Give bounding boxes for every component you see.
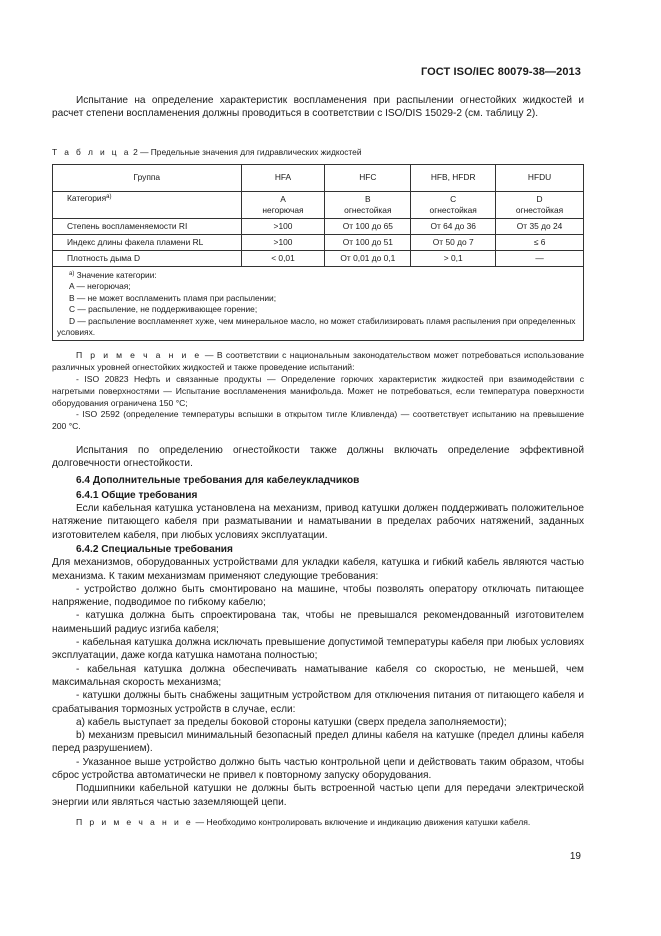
table-row-category <box>53 191 584 218</box>
table-caption-label: Т а б л и ц а <box>52 146 131 157</box>
footnote-ref: a) <box>106 193 112 200</box>
table-cell <box>325 191 411 218</box>
row-label: Плотность дыма D <box>53 250 242 266</box>
note-label: П р и м е ч а н и е <box>76 350 202 361</box>
col-header-hfb-hfdr: HFB, HFDR <box>411 164 496 191</box>
note-2-text <box>52 817 584 829</box>
footnote-item: A — негорючая; <box>69 281 131 292</box>
cell-bottom: огнестойкая <box>429 204 477 215</box>
cell-top: C <box>450 193 457 204</box>
col-header-hfdu: HFDU <box>496 164 584 191</box>
section-6-4-1-heading: 6.4.1 Общие требования <box>76 489 198 501</box>
footnote-item: D — распыление воспламеняет хуже, чем минеральное масло, но может стабилизировать пламя распыления при определенных условиях. <box>57 315 576 337</box>
intro-paragraph: Испытание на определение характеристик воспламенения при распылении огнестойких жидкостей и расчет степени воспламенения должны проводиться в соответствии с ISO/DIS 15029-2 (см. таблицу 2). <box>52 95 584 120</box>
table-row-smoke-density <box>53 250 584 266</box>
table-row-flame-length <box>53 234 584 250</box>
table-cell: ≤ 6 <box>496 234 584 250</box>
col-header-hfa: HFA <box>241 164 325 191</box>
table-caption <box>52 146 584 159</box>
table-cell: От 50 до 7 <box>411 234 496 250</box>
cell-bottom: огнестойкая <box>515 204 564 215</box>
section-6-4-2-paragraph: - устройство должно быть смонтировано на машине, чтобы позволять оператору отключать питающее напряжение, подводимое по гибкому кабелю; <box>52 583 584 609</box>
table-cell: От 35 до 24 <box>496 218 584 234</box>
col-header-group: Группа <box>53 164 242 191</box>
note-block-2 <box>52 817 584 829</box>
table-cell: > 0,1 <box>411 250 496 266</box>
footnote-title-text: Значение категории: <box>74 269 157 280</box>
footnote-title <box>57 270 579 281</box>
section-6-4-2-body <box>52 556 584 809</box>
col-header-hfc: HFC <box>325 164 411 191</box>
note-text: — В соответствии с национальным законодательством может потребоваться использование различных уровней огнестойких жидкостей и также проведение испытаний: <box>52 350 584 373</box>
note-block-1 <box>52 350 584 433</box>
note-label: П р и м е ч а н и е <box>76 816 194 827</box>
note-text: — Необходимо контролировать включение и индикацию движения катушки кабеля. <box>193 816 531 827</box>
note-1-item: - ISO 2592 (определение температуры вспышки в открытом тигле Кливленда) — соответствует испытанию на превышение 200 °С. <box>52 409 584 432</box>
section-6-4-2-heading: 6.4.2 Специальные требования <box>76 543 233 555</box>
page-content <box>52 94 584 829</box>
row-label: Индекс длины факела пламени RL <box>53 234 242 250</box>
section-6-4-1-text: Если кабельная катушка установлена на механизм, привод катушки должен поддерживать положительное натяжение питающего кабеля при разматывании и наматывании в пределах рабочих натяжений, заданных изготовителем кабеля, при любых условиях эксплуатации. <box>52 503 584 541</box>
note-1-item: - ISO 20823 Нефть и связанные продукты — Определение горючих характеристик жидкостей при взаимодействии с нагретыми поверхностями — Испытание воспламенения манифольда. Может не потребоваться, если температура поверхности оборудования ограничена 150 °С; <box>52 373 584 408</box>
table-cell: От 0,01 до 0,1 <box>325 250 411 266</box>
cell-top: A <box>280 193 286 204</box>
table-footnote-row <box>53 266 584 340</box>
section-6-4-2-paragraph: a) кабель выступает за пределы боковой стороны катушки (сверх предела заполняемости); <box>76 716 507 728</box>
table-row-flammability <box>53 218 584 234</box>
section-6-4-2-paragraph: Подшипники кабельной катушки не должны быть встроенной частью цепи для передачи электрической энергии или являться частью заземляющей цепи. <box>52 783 584 808</box>
table-cell: — <box>496 250 584 266</box>
section-6-4-2-paragraph: - катушки должны быть снабжены защитным устройством для отключения питания от питающего кабеля и срабатывания тормозных устройств в случае, если: <box>52 690 584 715</box>
footnote-item: B — не может воспламенить пламя при распылении; <box>69 292 277 303</box>
table-cell: < 0,01 <box>241 250 325 266</box>
table-cell: От 100 до 51 <box>325 234 411 250</box>
hydraulic-fluids-table <box>52 164 584 341</box>
table-cell: >100 <box>241 218 325 234</box>
table-cell: От 64 до 36 <box>411 218 496 234</box>
footnote-marker: a) <box>69 270 75 277</box>
table-footnote <box>53 266 584 340</box>
section-6-4-2-paragraph: - катушка должна быть спроектирована так, чтобы не превышался рекомендованный изготовителем наименьший радиус изгиба кабеля; <box>52 610 584 635</box>
page-header-doc-id: ГОСТ ISO/IEC 80079-38—2013 <box>420 66 581 78</box>
section-6-4-2-paragraph: - кабельная катушка должна обеспечивать наматывание кабеля со скоростью, не меньшей, чем максимальная скорость механизма; <box>52 663 584 688</box>
table-cell: От 100 до 65 <box>325 218 411 234</box>
section-6-4-heading: 6.4 Дополнительные требования для кабелеукладчиков <box>76 474 360 486</box>
row-label: Степень воспламеняемости RI <box>53 218 242 234</box>
table-cell <box>241 191 325 218</box>
table-caption-text: 2 — Предельные значения для гидравлических жидкостей <box>130 146 362 157</box>
cell-bottom: огнестойкая <box>344 204 392 215</box>
row-label <box>53 191 242 218</box>
cell-bottom: негорючая <box>262 204 304 215</box>
durability-paragraph: Испытания по определению огнестойкости также должны включать определение эффективной долговечности огнестойкости. <box>52 444 584 470</box>
footnote-item: C — распыление, не поддерживающее горение; <box>69 304 258 315</box>
table-cell <box>411 191 496 218</box>
cell-top: D <box>536 193 543 204</box>
cell-top: B <box>365 193 371 204</box>
note-1-text <box>52 350 584 374</box>
page-number: 19 <box>569 851 581 862</box>
table-cell <box>496 191 584 218</box>
table-header-row <box>53 164 584 191</box>
row-label-text: Категория <box>67 192 107 203</box>
table-cell: >100 <box>241 234 325 250</box>
section-6-4-2-paragraph: - кабельная катушка должна исключать превышение допустимой температуры кабеля при любых условиях эксплуатации, даже когда катушка намотана полностью; <box>52 637 584 662</box>
section-6-4-2-paragraph: - Указанное выше устройство должно быть частью контрольной цепи и действовать таким образом, чтобы сброс устройства автоматически не привел к повторному запуску оборудования. <box>52 756 584 782</box>
section-6-4-2-paragraph: b) механизм превысил минимальный безопасный предел длины кабеля на катушке (предел длины кабеля перед разрушением). <box>52 730 584 755</box>
section-6-4-2-paragraph: Для механизмов, оборудованных устройствами для укладки кабеля, катушка и гибкий кабель являются частью механизма. К таким механизмам применяют следующие требования: <box>52 557 584 582</box>
